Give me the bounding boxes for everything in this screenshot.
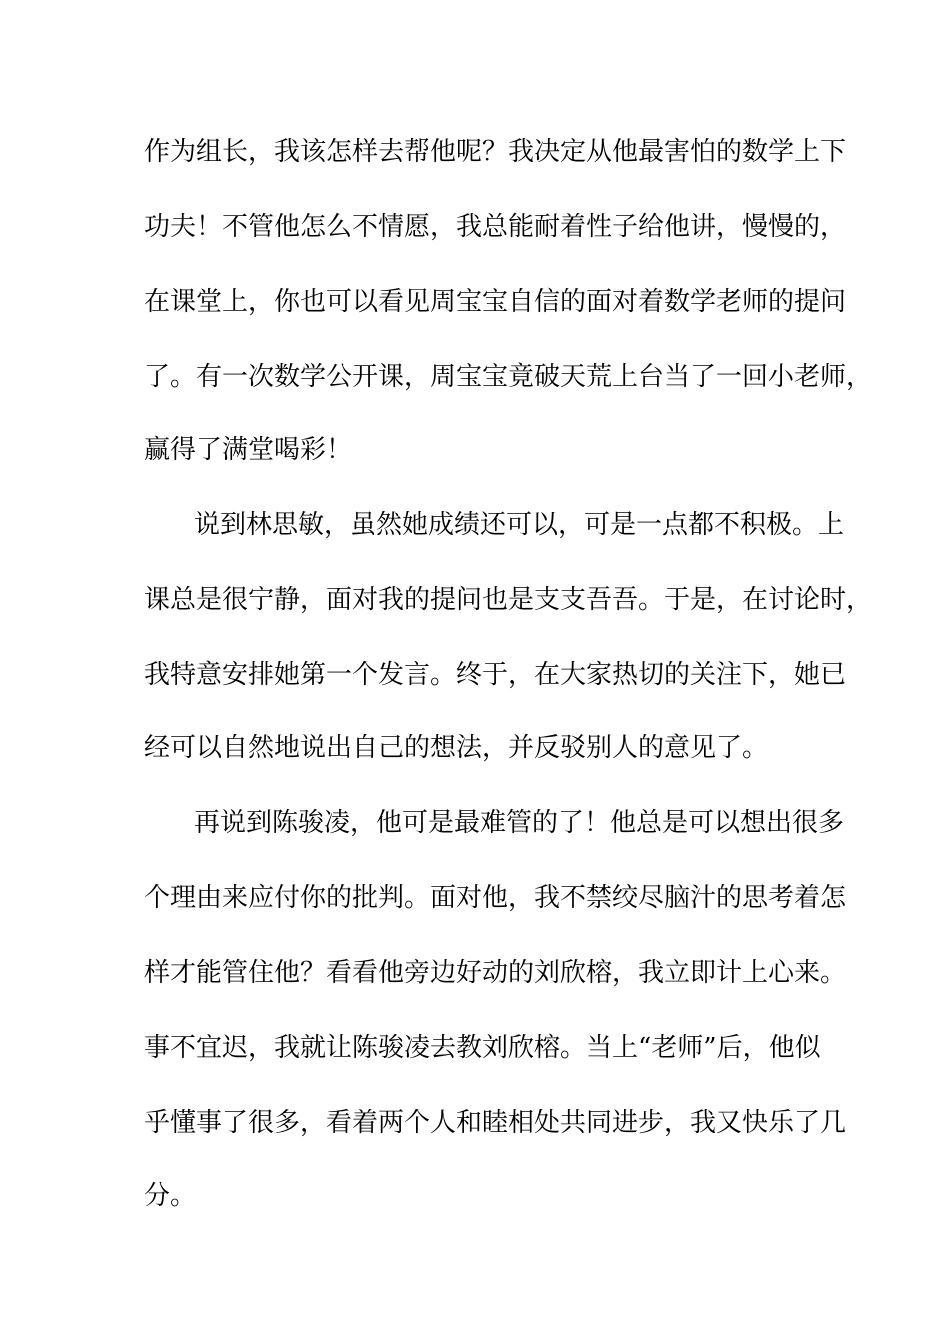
text-line: 课总是很宁静，面对我的提问也是支支吾吾。于是，在讨论时， (144, 585, 873, 615)
text-line: 经可以自然地说出自己的想法，并反驳别人的意见了。 (144, 733, 769, 763)
text-line: 事不宜迟，我就让陈骏凌去教刘欣榕。当上“老师”后，他似 (144, 1033, 821, 1063)
text-line: 分。 (144, 1181, 197, 1211)
paragraph-start-line: 再说到陈骏凌，他可是最难管的了！他总是可以想出很多 (194, 808, 845, 838)
text-line: 乎懂事了很多，看着两个人和睦相处共同进步，我又快乐了几 (144, 1108, 847, 1138)
text-line: 在课堂上，你也可以看见周宝宝自信的面对着数学老师的提问 (144, 287, 847, 317)
text-line: 个理由来应付你的批判。面对他，我不禁绞尽脑汁的思考着怎 (144, 883, 847, 913)
paragraph-start-line: 说到林思敏，虽然她成绩还可以，可是一点都不积极。上 (194, 510, 845, 540)
text-line: 了。有一次数学公开课，周宝宝竟破天荒上台当了一回小老师， (144, 362, 873, 392)
text-line: 赢得了满堂喝彩！ (144, 435, 353, 465)
text-line: 样才能管住他？看看他旁边好动的刘欣榕，我立即计上心来。 (144, 958, 847, 988)
text-line: 功夫！不管他怎么不情愿，我总能耐着性子给他讲，慢慢的， (144, 212, 847, 242)
text-line: 我特意安排她第一个发言。终于，在大家热切的关注下，她已 (144, 660, 847, 690)
text-line: 作为组长，我该怎样去帮他呢？我决定从他最害怕的数学上下 (144, 137, 847, 167)
